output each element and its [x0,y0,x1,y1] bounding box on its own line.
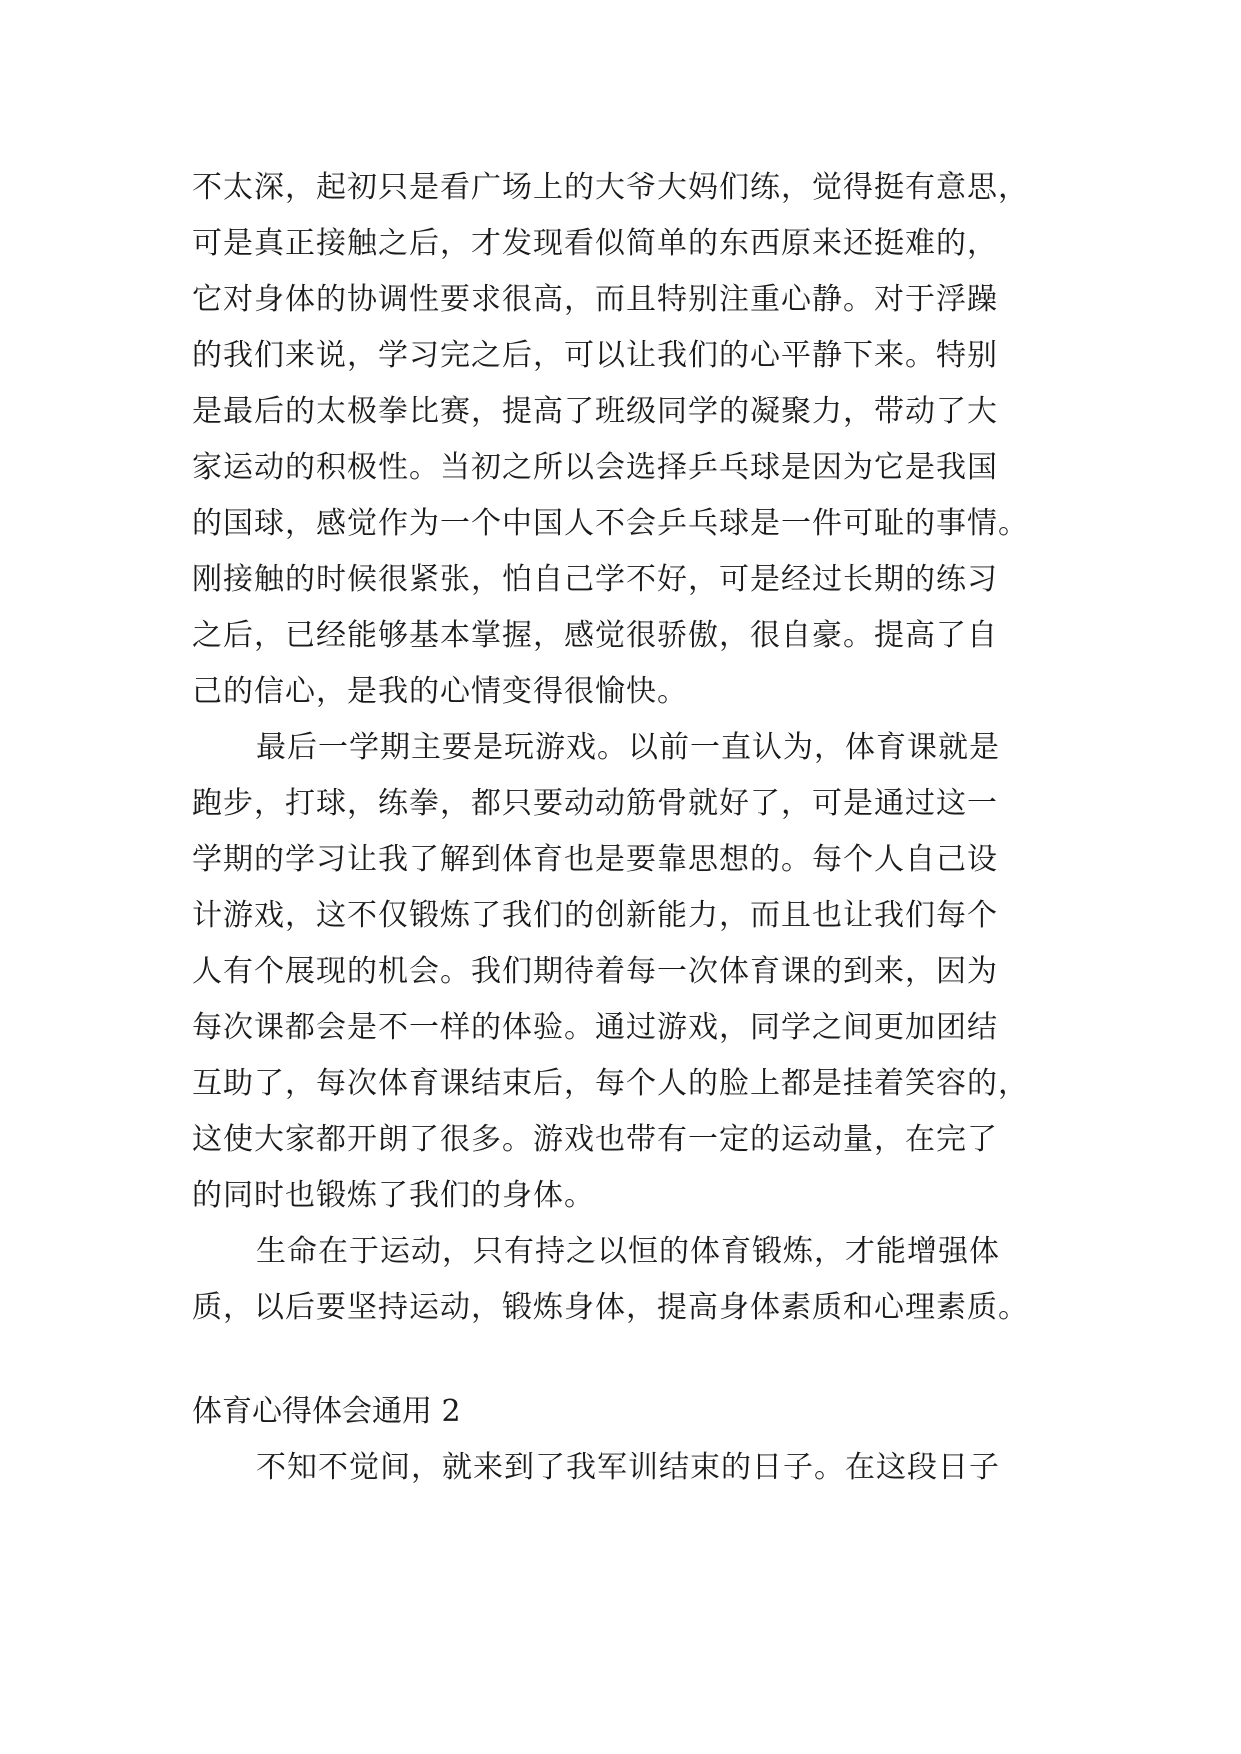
paragraph-4 [192,1440,1072,1496]
text-line: 它对身体的协调性要求很高，而且特别注重心静。对于浮躁 [192,282,998,317]
text-line: 学期的学习让我了解到体育也是要靠思想的。每个人自己设 [192,842,998,877]
text-line: 不知不觉间，就来到了我军训结束的日子。在这段日子 [256,1450,1000,1485]
text-line: 刚接触的时候很紧张，怕自己学不好，可是经过长期的练习 [192,562,998,597]
section-heading: 体育心得体会通用 2 [192,1394,461,1429]
text-line: 这使大家都开朗了很多。游戏也带有一定的运动量，在完了 [192,1122,998,1157]
text-line: 己的信心，是我的心情变得很愉快。 [192,674,688,709]
text-line: 计游戏，这不仅锻炼了我们的创新能力，而且也让我们每个 [192,898,998,933]
text-line: 质，以后要坚持运动，锻炼身体，提高身体素质和心理素质。 [192,1290,1029,1325]
document-body [192,160,1072,1496]
text-line: 生命在于运动，只有持之以恒的体育锻炼，才能增强体 [256,1234,1000,1269]
text-line: 之后，已经能够基本掌握，感觉很骄傲，很自豪。提高了自 [192,618,998,653]
text-line: 的国球，感觉作为一个中国人不会乒乓球是一件可耻的事情。 [192,506,1029,541]
text-line: 不太深，起初只是看广场上的大爷大妈们练，觉得挺有意思， [192,170,1029,205]
paragraph-3 [192,1224,1072,1336]
text-line: 是最后的太极拳比赛，提高了班级同学的凝聚力，带动了大 [192,394,998,429]
text-line: 家运动的积极性。当初之所以会选择乒乓球是因为它是我国 [192,450,998,485]
text-line: 最后一学期主要是玩游戏。以前一直认为，体育课就是 [256,730,1000,765]
text-line: 互助了，每次体育课结束后，每个人的脸上都是挂着笑容的， [192,1066,1029,1101]
text-line: 的我们来说，学习完之后，可以让我们的心平静下来。特别 [192,338,998,373]
paragraph-2 [192,720,1072,1224]
text-line: 可是真正接触之后，才发现看似简单的东西原来还挺难的， [192,226,998,261]
text-line: 每次课都会是不一样的体验。通过游戏，同学之间更加团结 [192,1010,998,1045]
text-line: 人有个展现的机会。我们期待着每一次体育课的到来，因为 [192,954,998,989]
text-line: 跑步，打球，练拳，都只要动动筋骨就好了，可是通过这一 [192,786,998,821]
text-line: 的同时也锻炼了我们的身体。 [192,1178,595,1213]
paragraph-1 [192,160,1072,720]
